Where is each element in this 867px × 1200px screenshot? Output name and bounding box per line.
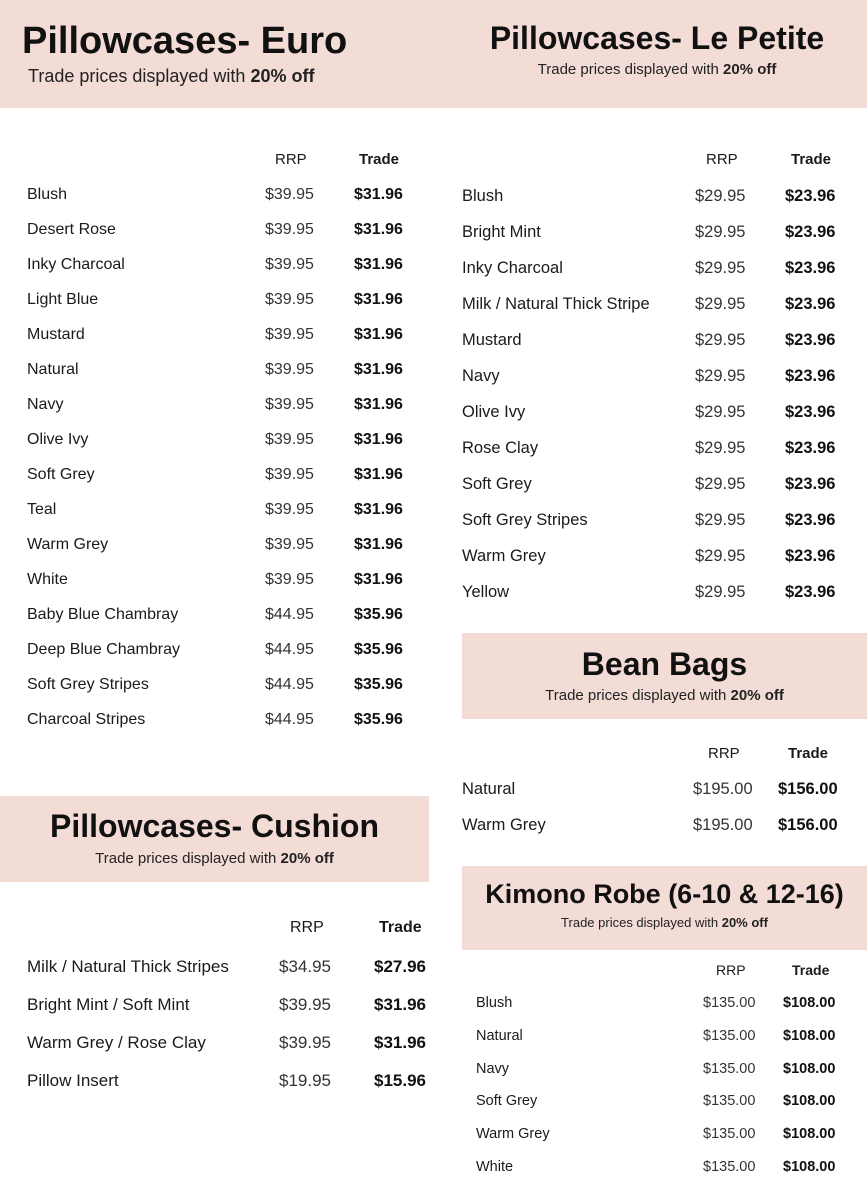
table-header bbox=[476, 962, 867, 995]
table-row bbox=[476, 1061, 867, 1094]
rrp-price: $135.00 bbox=[703, 1093, 756, 1110]
trade-price: $23.96 bbox=[785, 475, 836, 493]
banner-cushion bbox=[0, 796, 429, 882]
product-name: Deep Blue Chambray bbox=[27, 641, 180, 658]
column-header-trade: Trade bbox=[359, 151, 400, 168]
price-table-petite bbox=[462, 151, 867, 619]
table-row bbox=[462, 403, 867, 439]
section-title-petite: Pillowcases- Le Petite bbox=[489, 20, 825, 56]
table-row bbox=[476, 1159, 867, 1192]
trade-price: $23.96 bbox=[785, 187, 836, 205]
product-name: Milk / Natural Thick Stripe bbox=[462, 295, 650, 313]
rrp-price: $39.95 bbox=[265, 396, 314, 413]
rrp-price: $39.95 bbox=[265, 361, 314, 378]
product-name: Teal bbox=[27, 501, 57, 518]
table-header bbox=[27, 919, 867, 957]
product-name: Pillow Insert bbox=[27, 1071, 119, 1090]
price-table-kimono bbox=[476, 962, 867, 1192]
trade-price: $31.96 bbox=[354, 431, 403, 448]
product-name: Olive Ivy bbox=[27, 431, 89, 448]
product-name: Milk / Natural Thick Stripes bbox=[27, 957, 229, 976]
rrp-price: $135.00 bbox=[703, 1060, 756, 1077]
table-row bbox=[476, 995, 867, 1028]
section-subtitle-euro: Trade prices displayed with 20% off bbox=[28, 66, 315, 86]
trade-price: $108.00 bbox=[783, 1060, 836, 1077]
product-name: Navy bbox=[476, 1060, 510, 1077]
product-name: Light Blue bbox=[27, 291, 99, 308]
rrp-price: $39.95 bbox=[265, 431, 314, 448]
product-name: Soft Grey Stripes bbox=[27, 676, 149, 693]
table-row bbox=[462, 583, 867, 619]
rrp-price: $29.95 bbox=[695, 187, 746, 205]
rrp-price: $34.95 bbox=[279, 957, 331, 976]
rrp-price: $39.95 bbox=[279, 1033, 331, 1052]
trade-price: $156.00 bbox=[778, 816, 838, 834]
table-row bbox=[27, 641, 867, 676]
table-row bbox=[462, 547, 867, 583]
table-row bbox=[462, 295, 867, 331]
rrp-price: $29.95 bbox=[695, 367, 746, 385]
product-name: White bbox=[476, 1158, 514, 1175]
rrp-price: $29.95 bbox=[695, 403, 746, 421]
product-name: Warm Grey bbox=[476, 1126, 550, 1143]
rrp-price: $29.95 bbox=[695, 547, 746, 565]
product-name: Bright Mint / Soft Mint bbox=[27, 995, 190, 1014]
product-name: Blush bbox=[476, 995, 513, 1011]
table-row bbox=[476, 1093, 867, 1126]
table-row bbox=[462, 475, 867, 511]
product-name: Warm Grey bbox=[462, 547, 546, 565]
product-name: Navy bbox=[462, 367, 500, 385]
trade-price: $15.96 bbox=[374, 1071, 426, 1090]
table-row bbox=[476, 1028, 867, 1061]
column-header-rrp: RRP bbox=[708, 745, 740, 762]
table-row bbox=[462, 223, 867, 259]
trade-price: $23.96 bbox=[785, 583, 836, 601]
rrp-price: $135.00 bbox=[703, 1158, 756, 1175]
table-row bbox=[462, 331, 867, 367]
table-row bbox=[462, 259, 867, 295]
product-name: Yellow bbox=[462, 583, 510, 601]
trade-price: $23.96 bbox=[785, 547, 836, 565]
section-title-beanbags: Bean Bags bbox=[581, 646, 748, 682]
section-title-cushion: Pillowcases- Cushion bbox=[50, 808, 379, 844]
trade-price: $35.96 bbox=[354, 711, 403, 728]
product-name: Inky Charcoal bbox=[27, 256, 125, 273]
rrp-price: $19.95 bbox=[279, 1071, 331, 1090]
column-header-rrp: RRP bbox=[290, 919, 324, 936]
trade-price: $31.96 bbox=[354, 186, 403, 203]
product-name: Soft Grey bbox=[462, 475, 532, 493]
rrp-price: $29.95 bbox=[695, 331, 746, 349]
product-name: Baby Blue Chambray bbox=[27, 606, 179, 623]
rrp-price: $39.95 bbox=[265, 326, 314, 343]
rrp-price: $195.00 bbox=[693, 780, 753, 798]
rrp-price: $39.95 bbox=[265, 256, 314, 273]
product-name: Olive Ivy bbox=[462, 403, 526, 421]
banner-euro bbox=[0, 0, 435, 108]
product-name: Soft Grey Stripes bbox=[462, 511, 588, 529]
product-name: Mustard bbox=[462, 331, 522, 349]
section-title-euro: Pillowcases- Euro bbox=[22, 20, 348, 62]
rrp-price: $39.95 bbox=[265, 466, 314, 483]
product-name: Warm Grey bbox=[462, 816, 546, 834]
product-name: Natural bbox=[462, 780, 516, 798]
rrp-price: $29.95 bbox=[695, 223, 746, 241]
rrp-price: $135.00 bbox=[703, 1126, 756, 1143]
trade-price: $31.96 bbox=[374, 1033, 426, 1052]
column-header-trade: Trade bbox=[379, 919, 422, 936]
trade-price: $35.96 bbox=[354, 676, 403, 693]
trade-price: $31.96 bbox=[354, 536, 403, 553]
column-header-trade: Trade bbox=[792, 962, 830, 978]
trade-price: $23.96 bbox=[785, 367, 836, 385]
table-row bbox=[27, 711, 867, 746]
section-subtitle-cushion: Trade prices displayed with 20% off bbox=[95, 850, 334, 867]
trade-price: $108.00 bbox=[783, 1126, 836, 1143]
table-row bbox=[462, 187, 867, 223]
product-name: Bright Mint bbox=[462, 223, 541, 241]
rrp-price: $29.95 bbox=[695, 439, 746, 457]
table-row bbox=[462, 816, 867, 852]
trade-price: $35.96 bbox=[354, 606, 403, 623]
rrp-price: $44.95 bbox=[265, 641, 314, 658]
product-name: Mustard bbox=[27, 326, 85, 343]
rrp-price: $29.95 bbox=[695, 583, 746, 601]
section-subtitle-beanbags: Trade prices displayed with 20% off bbox=[545, 687, 784, 704]
column-header-trade: Trade bbox=[791, 151, 832, 168]
column-header-trade: Trade bbox=[788, 745, 829, 762]
product-name: Warm Grey / Rose Clay bbox=[27, 1033, 206, 1052]
table-row bbox=[462, 780, 867, 816]
product-name: Soft Grey bbox=[27, 466, 95, 483]
rrp-price: $44.95 bbox=[265, 711, 314, 728]
trade-price: $23.96 bbox=[785, 403, 836, 421]
column-header-rrp: RRP bbox=[716, 962, 746, 978]
table-header bbox=[462, 745, 867, 780]
trade-price: $31.96 bbox=[354, 466, 403, 483]
rrp-price: $39.95 bbox=[265, 571, 314, 588]
trade-price: $27.96 bbox=[374, 957, 426, 976]
product-name: Desert Rose bbox=[27, 221, 116, 238]
table-row bbox=[462, 511, 867, 547]
rrp-price: $135.00 bbox=[703, 1027, 756, 1044]
table-row bbox=[462, 439, 867, 475]
trade-price: $23.96 bbox=[785, 511, 836, 529]
trade-price: $108.00 bbox=[783, 995, 836, 1011]
product-name: White bbox=[27, 571, 68, 588]
rrp-price: $39.95 bbox=[279, 995, 331, 1014]
rrp-price: $29.95 bbox=[695, 295, 746, 313]
trade-price: $35.96 bbox=[354, 641, 403, 658]
trade-price: $31.96 bbox=[354, 256, 403, 273]
rrp-price: $29.95 bbox=[695, 475, 746, 493]
rrp-price: $39.95 bbox=[265, 221, 314, 238]
table-header bbox=[462, 151, 867, 187]
section-title-kimono: Kimono Robe (6-10 & 12-16) bbox=[485, 879, 844, 909]
trade-price: $108.00 bbox=[783, 1093, 836, 1110]
column-header-rrp: RRP bbox=[706, 151, 738, 168]
trade-price: $108.00 bbox=[783, 1158, 836, 1175]
trade-price: $23.96 bbox=[785, 331, 836, 349]
trade-price: $31.96 bbox=[354, 501, 403, 518]
rrp-price: $39.95 bbox=[265, 186, 314, 203]
rrp-price: $135.00 bbox=[703, 995, 756, 1011]
product-name: Soft Grey bbox=[476, 1093, 538, 1110]
table-row bbox=[476, 1126, 867, 1159]
table-row bbox=[462, 367, 867, 403]
trade-price: $108.00 bbox=[783, 1027, 836, 1044]
trade-price: $23.96 bbox=[785, 223, 836, 241]
product-name: Blush bbox=[27, 186, 68, 203]
rrp-price: $29.95 bbox=[695, 259, 746, 277]
product-name: Rose Clay bbox=[462, 439, 539, 457]
trade-price: $156.00 bbox=[778, 780, 838, 798]
price-table-beanbags bbox=[462, 745, 867, 852]
product-name: Warm Grey bbox=[27, 536, 109, 553]
trade-price: $31.96 bbox=[354, 326, 403, 343]
product-name: Inky Charcoal bbox=[462, 259, 563, 277]
rrp-price: $29.95 bbox=[695, 511, 746, 529]
rrp-price: $44.95 bbox=[265, 606, 314, 623]
trade-price: $31.96 bbox=[354, 221, 403, 238]
rrp-price: $39.95 bbox=[265, 536, 314, 553]
rrp-price: $195.00 bbox=[693, 816, 753, 834]
banner-petite bbox=[435, 0, 867, 108]
trade-price: $23.96 bbox=[785, 439, 836, 457]
trade-price: $31.96 bbox=[354, 396, 403, 413]
section-subtitle-kimono: Trade prices displayed with 20% off bbox=[561, 915, 768, 930]
section-subtitle-petite: Trade prices displayed with 20% off bbox=[537, 61, 777, 78]
trade-price: $31.96 bbox=[354, 361, 403, 378]
product-name: Natural bbox=[476, 1027, 523, 1044]
rrp-price: $44.95 bbox=[265, 676, 314, 693]
product-name: Blush bbox=[462, 187, 504, 205]
table-row bbox=[27, 676, 867, 711]
product-name: Charcoal Stripes bbox=[27, 711, 146, 728]
product-name: Navy bbox=[27, 396, 64, 413]
product-name: Natural bbox=[27, 361, 79, 378]
trade-price: $31.96 bbox=[354, 571, 403, 588]
trade-price: $31.96 bbox=[354, 291, 403, 308]
trade-price: $31.96 bbox=[374, 995, 426, 1014]
rrp-price: $39.95 bbox=[265, 291, 314, 308]
trade-price: $23.96 bbox=[785, 259, 836, 277]
trade-price: $23.96 bbox=[785, 295, 836, 313]
column-header-rrp: RRP bbox=[275, 151, 307, 168]
rrp-price: $39.95 bbox=[265, 501, 314, 518]
